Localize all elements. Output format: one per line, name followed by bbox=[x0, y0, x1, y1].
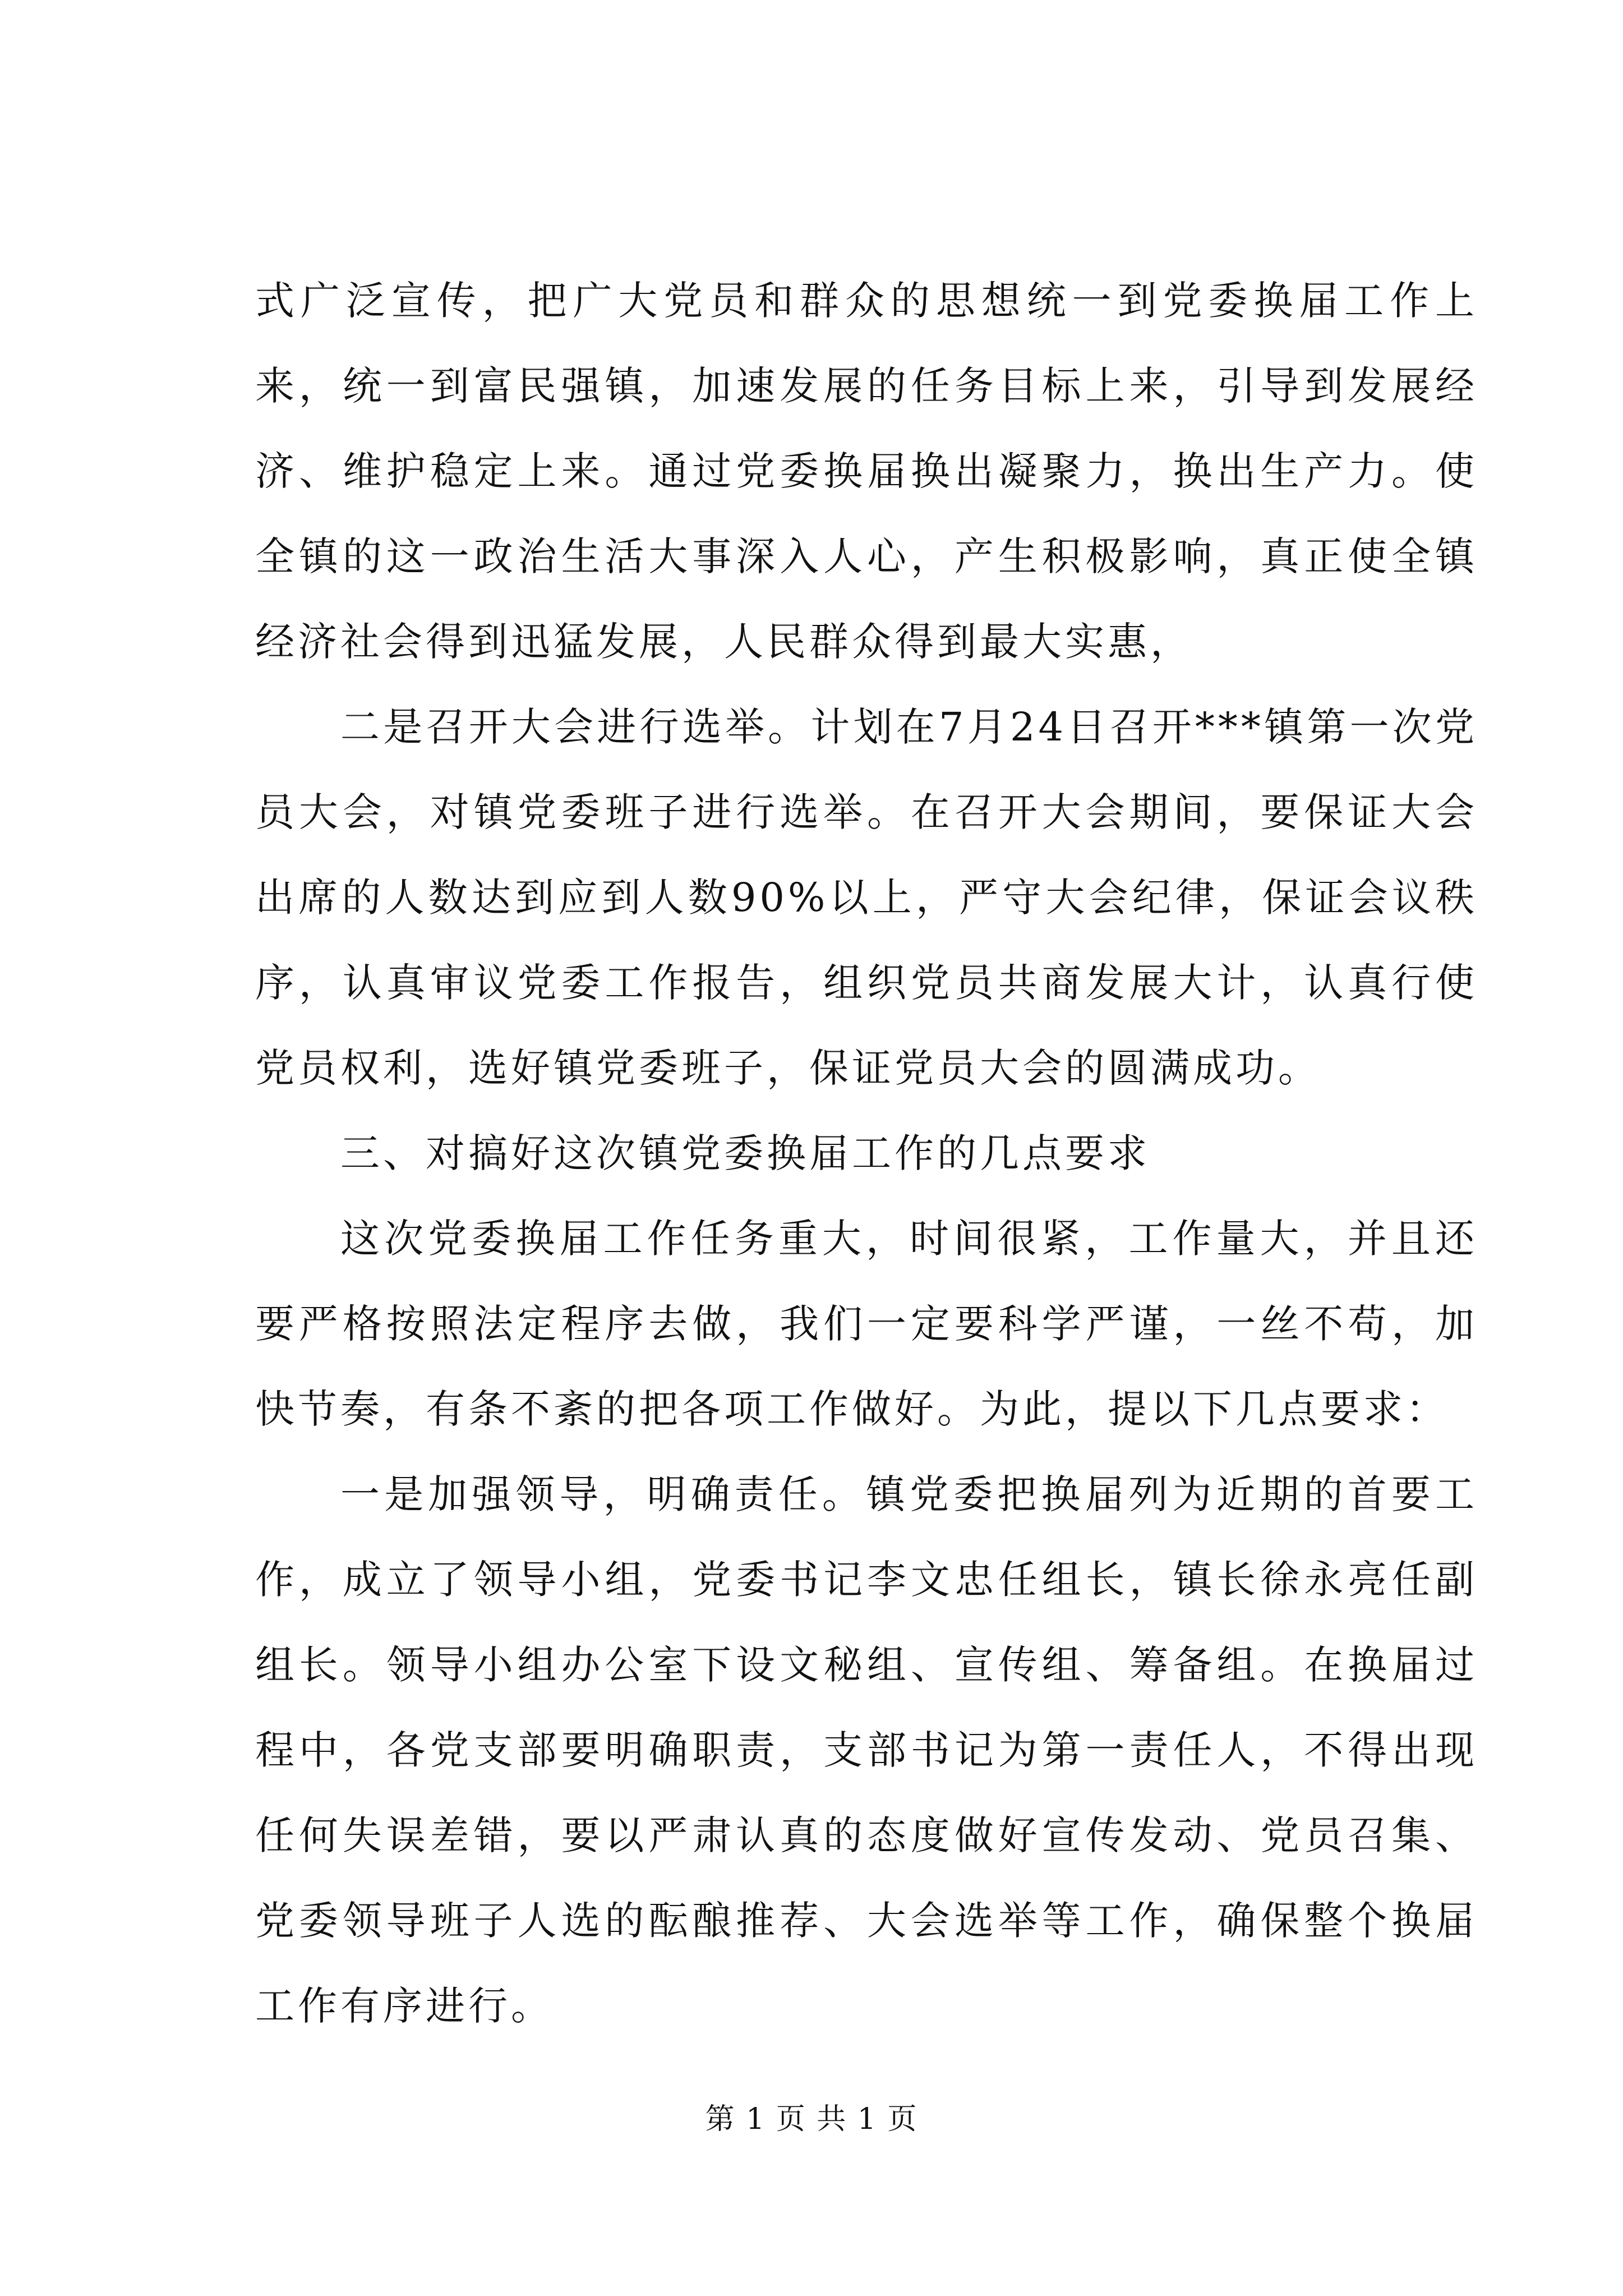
document-body bbox=[255, 258, 1478, 2049]
paragraph-publicity: 式广泛宣传，把广大党员和群众的思想统一到党委换届工作上来，统一到富民强镇，加速发展的任务目标上来，引导到发展经济、维护稳定上来。通过党委换届换出凝聚力，换出生产力。使全镇的这一政治生活大事深入人心，产生积极影响，真正使全镇经济社会得到迅猛发展，人民群众得到最大实惠， bbox=[255, 278, 1478, 665]
paragraph-election: 二是召开大会进行选举。计划在7月24日召开***镇第一次党员大会，对镇党委班子进行选举。在召开大会期间，要保证大会出席的人数达到应到人数90%以上，严守大会纪律，保证会议秩序，认真审议党委工作报告，组织党员共商发展大计，认真行使党员权利，选好镇党委班子，保证党员大会的圆满成功。 bbox=[255, 704, 1478, 1091]
paragraph-requirements-intro: 这次党委换届工作任务重大，时间很紧，工作量大，并且还要严格按照法定程序去做，我们一定要科学严谨，一丝不苟，加快节奏，有条不紊的把各项工作做好。为此，提以下几点要求： bbox=[255, 1216, 1478, 1432]
section-heading-requirements: 三、对搞好这次镇党委换届工作的几点要求 bbox=[340, 1130, 1150, 1176]
paragraph-leadership: 一是加强领导，明确责任。镇党委把换届列为近期的首要工作，成立了领导小组，党委书记李文忠任组长，镇长徐永亮任副组长。领导小组办公室下设文秘组、宣传组、筹备组。在换届过程中，各党支部要明确职责，支部书记为第一责任人，不得出现任何失误差错，要以严肃认真的态度做好宣传发动、党员召集、党委领导班子人选的酝酿推荐、大会选举等工作，确保整个换届工作有序进行。 bbox=[255, 1471, 1478, 2029]
page-number-footer: 第 1 页 共 1 页 bbox=[705, 2102, 918, 2136]
